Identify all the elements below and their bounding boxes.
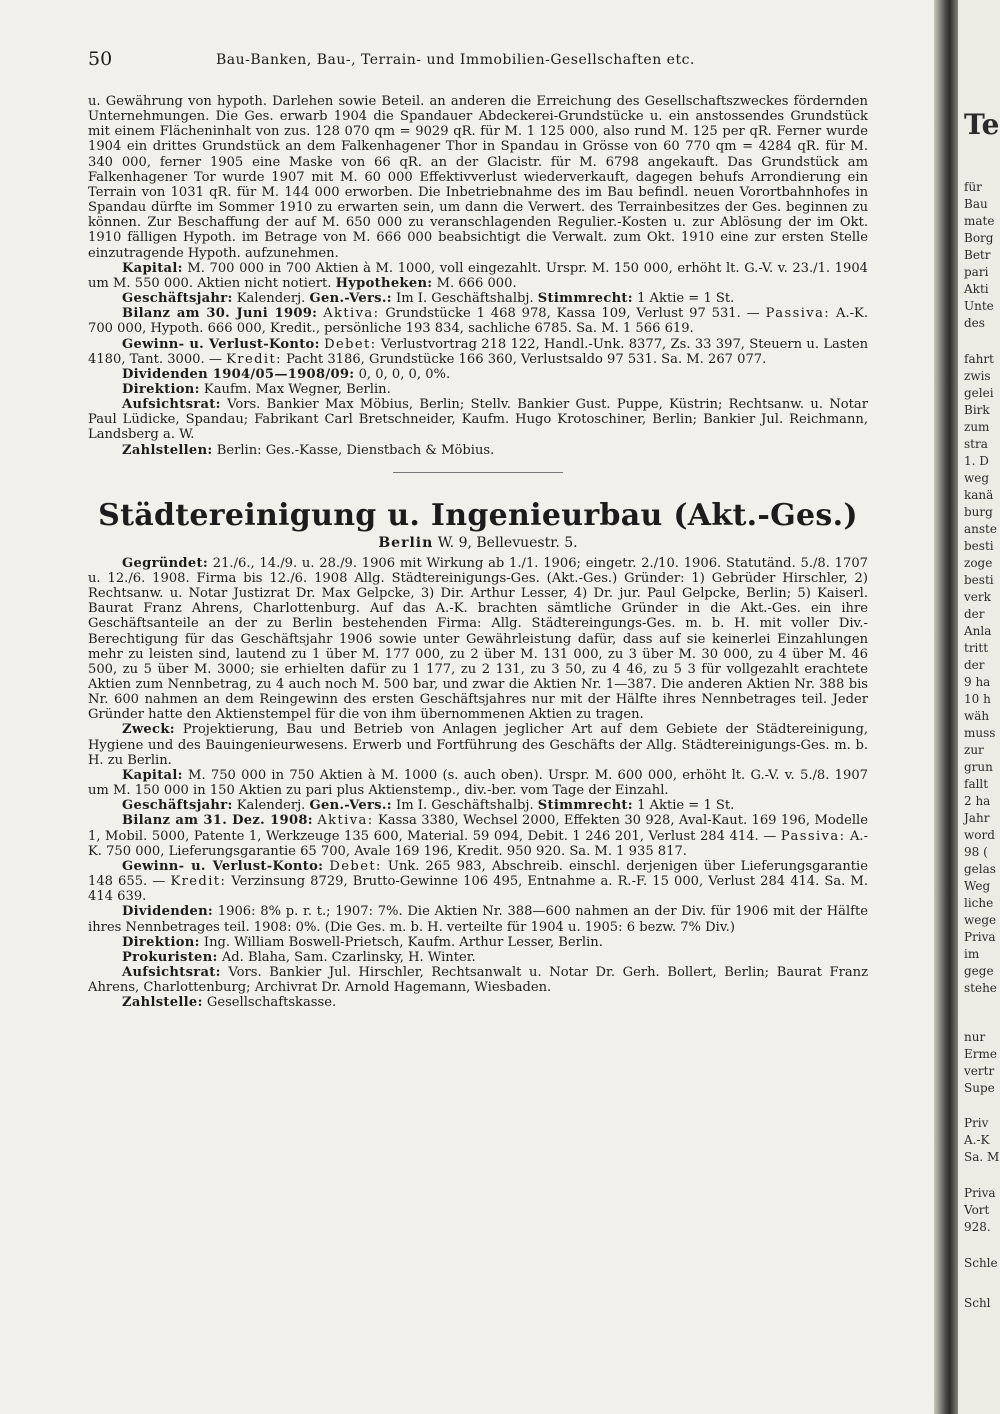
aktiva-text: Grundstücke 1 468 978, Kassa 109, Verlust 97 531. — <box>385 306 760 322</box>
stimm-label: Stimmrecht: <box>537 291 633 307</box>
zahl-label: Zahlstelle: <box>122 995 203 1011</box>
next-page-fragment: Sa. M <box>964 1150 1000 1164</box>
entry2-direktion <box>88 935 868 950</box>
running-head: Bau-Banken, Bau-, Terrain- und Immobilien-Gesellschaften etc. <box>216 52 695 68</box>
kapital-label: Kapital: <box>122 260 183 276</box>
next-page-fragment: tritt <box>964 641 989 655</box>
next-page-fragment: Akti <box>964 282 989 296</box>
guv-label: Gewinn- u. Verlust-Konto: <box>122 858 324 874</box>
kredit-text: Verzinsung 8729, Brutto-Gewinne 106 495, Entnahme a. R.-F. 15 000, Verlust 284 414. Sa. M. 414 639. <box>88 874 868 905</box>
next-page-fragment: zur <box>964 743 984 757</box>
next-page-fragment: vertr <box>964 1064 995 1078</box>
next-page-fragment: besti <box>964 573 994 587</box>
debet-word: Debet: <box>329 858 382 874</box>
passiva-text: A.-K. 750 000, Lieferungsgarantie 65 700, Avale 169 196, Kredit. 950 920. Sa. M. 1 935 817. <box>88 828 868 859</box>
hypotheken-label: Hypotheken: <box>335 275 433 291</box>
kredit-text: Pacht 3186, Grundstücke 166 360, Verlustsaldo 97 531. Sa. M. 267 077. <box>286 351 767 367</box>
gv-label: Gen.-Vers.: <box>309 798 392 814</box>
next-page-fragment: Vort <box>964 1203 990 1217</box>
company-street: W. 9, Bellevuestr. 5. <box>437 534 578 551</box>
next-page-fragment: 928. <box>964 1220 991 1234</box>
next-page-fragment: mate <box>964 214 995 228</box>
next-page-fragment: Priv <box>964 1116 989 1130</box>
adjacent-page-edge <box>958 0 1000 1414</box>
next-page-fragment: Supe <box>964 1081 995 1095</box>
stimm-text: 1 Aktie = 1 St. <box>637 291 735 307</box>
entry2-dividenden <box>88 904 868 934</box>
page-content <box>88 94 868 1010</box>
guv-label: Gewinn- u. Verlust-Konto: <box>122 336 320 352</box>
next-page-fragment: stra <box>964 437 988 451</box>
gj-label: Geschäftsjahr: <box>122 291 233 307</box>
next-page-fragment: wege <box>964 913 997 927</box>
dir-text: Ing. William Boswell-Prietsch, Kaufm. Arthur Lesser, Berlin. <box>203 934 603 950</box>
aktiva-word: Aktiva: <box>317 813 374 829</box>
bilanz-label: Bilanz am 31. Dez. 1908: <box>122 813 313 829</box>
debet-text: Unk. 265 983, Abschreib. einschl. derjenigen über Lieferungsgarantie 148 655. — <box>88 858 868 890</box>
gj-text: Kalenderj. <box>236 291 306 307</box>
stimm-label: Stimmrecht: <box>537 798 633 814</box>
next-page-fragment: gelas <box>964 862 996 876</box>
next-page-fragment: kanä <box>964 488 994 502</box>
entry1-direktion <box>88 382 868 397</box>
next-page-fragment: liche <box>964 896 994 910</box>
next-page-fragment: Jahr <box>964 811 990 825</box>
next-page-fragment: word <box>964 828 995 842</box>
zahl-label: Zahlstellen: <box>122 442 213 458</box>
next-page-fragment: 98 ( <box>964 845 988 859</box>
next-page-fragment: Anla <box>964 624 992 638</box>
next-page-fragment: zoge <box>964 556 993 570</box>
debet-text: Verlustvortrag 218 122, Handl.-Unk. 8377, Zs. 33 397, Steuern u. Lasten 4180, Tant. 3000. — <box>88 336 869 367</box>
next-page-fragment: für <box>964 180 982 194</box>
next-page-fragment: 2 ha <box>964 794 991 808</box>
next-page-fragment: zum <box>964 420 990 434</box>
aktiva-word: Aktiva: <box>323 306 380 322</box>
next-page-fragment: Erme <box>964 1047 997 1061</box>
hypotheken-text: M. 666 000. <box>436 275 517 291</box>
next-page-fragment: 10 h <box>964 692 991 706</box>
page-number: 50 <box>88 48 113 70</box>
stimm-text: 1 Aktie = 1 St. <box>637 798 735 814</box>
next-page-fragment: pari <box>964 265 989 279</box>
next-page-fragment: im <box>964 947 980 961</box>
next-page-fragment: besti <box>964 539 994 553</box>
dir-label: Direktion: <box>122 381 200 397</box>
div-label: Dividenden: <box>122 904 214 920</box>
entry2-geschaeftsjahr <box>88 798 868 813</box>
zweck-label: Zweck: <box>122 722 175 738</box>
next-page-fragment: anste <box>964 522 997 536</box>
entry2-prokuristen <box>88 950 868 965</box>
div-text: 0, 0, 0, 0, 0%. <box>358 366 451 382</box>
next-page-fragment: burg <box>964 505 993 519</box>
next-page-fragment: Te <box>964 108 1000 141</box>
next-page-fragment: gege <box>964 964 994 978</box>
dir-text: Kaufm. Max Wegner, Berlin. <box>203 381 391 397</box>
gj-label: Geschäftsjahr: <box>122 798 233 814</box>
gegr-text: 21./6., 14./9. u. 28./9. 1906 mit Wirkung ab 1./1. 1906; eingetr. 2./10. 1906. Statutänd. 5./8. 1707 u. 12./6. 1908. Firma bis 12./6. 1908 Allg. Städtereinigungs-Ges. (Akt.-Ges.) Gründer: 1) Gebrüder Hirschler, 2) Rechtsanw. u. Notar Justizrat Dr. Max Gelpcke, 3) Dir. Arthur Lesser, 4) Dr. jur. Paul Gelpcke, Berlin; 5) Kaiserl. Baurat Franz Ahrens, Charlottenburg. Auf das A.-K. brachten sämtliche Gründer in die Akt.-Ges. ein ihre Geschäftsanteile an der zu Berlin bestehenden Firma: Allg. Städtereingungs-Ges. m. b. H. mit voller Div.-Berechtigung für das Geschäftsjahr 1906 sowie unter Gewährleistung dafür, dass auf sie keinerlei Einzahlungen mehr zu leisten sind, lautend zu 1 über M. 177 000, zu 2 über M. 131 000, zu 3 über M. 30 000, zu 4 über M. 46 500, zu 5 über M. 3000; sie erhielten dafür zu 1 177, zu 2 131, zu 3 50, zu 4 46, zu 5 3 für vollgezahlt erachtete Aktien zum Nennbetrag, zu 4 auch noch M. 500 bar, und zwar die Aktien Nr. 1—387. Die anderen Aktien Nr. 388 bis Nr. 600 nahmen an dem Reingewinn des ersten Geschäftsjahres nur mit der Hälfte ihres Nennbetrages teil. Jeder Gründer hatte den Aktienstempel für die von ihm übernommenen Aktien zu tragen. <box>88 555 868 723</box>
next-page-fragment: grun <box>964 760 993 774</box>
next-page-fragment: Unte <box>964 299 994 313</box>
prok-label: Prokuristen: <box>122 949 218 965</box>
debet-word: Debet: <box>324 336 377 352</box>
section-divider <box>393 472 563 473</box>
gv-text: Im I. Geschäftshalbj. <box>396 291 534 307</box>
entry1-aufsichtsrat <box>88 397 868 442</box>
next-page-fragment: 1. D <box>964 454 989 468</box>
bilanz-label: Bilanz am 30. Juni 1909: <box>122 306 318 322</box>
gegr-label: Gegründet: <box>122 555 208 571</box>
entry2-zweck <box>88 722 868 767</box>
next-page-fragment: Schl <box>964 1296 991 1310</box>
next-page-fragment: Priva <box>964 930 996 944</box>
next-page-fragment: A.-K <box>964 1133 990 1147</box>
entry1-zahlstellen <box>88 443 868 458</box>
gv-text: Im I. Geschäftshalbj. <box>396 798 534 814</box>
entry2-bilanz <box>88 813 868 858</box>
next-page-fragment: fallt <box>964 777 989 791</box>
prok-text: Ad. Blaha, Sam. Czarlinsky, H. Winter. <box>221 949 476 965</box>
kredit-word: Kredit: <box>170 874 227 890</box>
entry-staedtereinigung <box>88 499 868 1011</box>
entry1-intro: u. Gewährung von hypoth. Darlehen sowie Beteil. an anderen die Erreichung des Gesellschaftszweckes fördernden Unternehmungen. Die Ges. erwarb 1904 die Spandauer Abdeckerei-Grundstücke u. ein anstossendes Grundstück mit einem Flächeninhalt von zus. 128 070 qm = 9029 qR. für M. 1 125 000, also rund M. 125 per qR. Ferner wurde 1904 ein drittes Grundstück an dem Falkenhagener Thor in Spandau in Grösse von 60 770 qm = 4284 qR. für M. 340 000, ferner 1905 eine Maske von 66 qR. an der Glacistr. für M. 6798 angekauft. Das Grundstück am Falkenhagener Tor wurde 1907 mit M. 60 000 Effektivverlust wiederverkauft, dagegen behufs Arrondierung ein Terrain von 1031 qR. für M. 144 000 erworben. Die Inbetriebnahme des im Bau befindl. neuen Vorortbahnhofes in Spandau dürfte im Sommer 1910 zu erwarten sein, um dann die Verwert. des Terrainbesitzes der Ges. beginnen zu können. Zur Beschaffung der auf M. 650 000 zu veranschlagenden Regulier.-Kosten u. zur Ablösung der im Okt. 1910 fälligen Hypoth. im Betrage von M. 666 000 beabsichtigt die Verwalt. zum Okt. 1910 eine zur ersten Stelle einzutragende Hypoth. aufzunehmen. <box>88 94 868 261</box>
next-page-fragment: Borg <box>964 231 994 245</box>
ar-label: Aufsichtsrat: <box>122 397 221 413</box>
next-page-fragment: gelei <box>964 386 994 400</box>
gj-text: Kalenderj. <box>236 798 306 814</box>
aktiva-text: Kassa 3380, Wechsel 2000, Effekten 30 928, Aval-Kaut. 169 196, Modelle 1, Mobil. 5000, Patente 1, Werkzeuge 135 600, Material. 59 094, Debit. 1 246 201, Verlust 284 414. — <box>88 813 868 844</box>
next-page-fragment: Birk <box>964 403 990 417</box>
page-header <box>88 48 860 74</box>
kapital-text: M. 750 000 in 750 Aktien à M. 1000 (s. auch oben). Urspr. M. 600 000, erhöht lt. G.-V. v. 5./8. 1907 um M. 150 000 in 150 Aktien zu pari plus Aktienstemp., div.-ber. vom Tage der Einzahl. <box>88 767 869 799</box>
company-address <box>88 535 868 552</box>
div-label: Dividenden 1904/05—1908/09: <box>122 366 355 382</box>
entry1-geschaeftsjahr <box>88 291 868 306</box>
next-page-fragment: Schle <box>964 1256 998 1270</box>
next-page-fragment: 9 ha <box>964 675 991 689</box>
company-city: Berlin <box>378 534 434 551</box>
ar-text: Vors. Bankier Max Möbius, Berlin; Stellv. Bankier Gust. Puppe, Küstrin; Rechtsanw. u. Notar Paul Lüdicke, Spandau; Fabrikant Carl Bretschneider, Kaufm. Hugo Krotoschiner, Berlin; Bankier Jul. Reichmann, Landsberg a. W. <box>88 397 868 443</box>
entry2-gegruendet <box>88 556 868 723</box>
next-page-fragment: der <box>964 607 985 621</box>
kapital-text: M. 700 000 in 700 Aktien à M. 1000, voll eingezahlt. Urspr. M. 150 000, erhöht lt. G.-V. v. 23./1. 1904 um M. 550 000. Aktien nicht notiert. <box>88 260 868 291</box>
div-text: 1906: 8% p. r. t.; 1907: 7%. Die Aktien Nr. 388—600 nahmen an der Div. für 1906 mit der Hälfte ihres Nennbetrages teil. 1908: 0%. (Die Ges. m. b. H. verteilte für 1904 u. 1905: 6 bezw. 7% Div.) <box>88 904 868 935</box>
zahl-text: Berlin: Ges.-Kasse, Dienstbach & Möbius. <box>216 442 495 458</box>
entry2-kapital <box>88 768 868 798</box>
passiva-text: A.-K. 700 000, Hypoth. 666 000, Kredit., persönliche 193 834, sachliche 6785. Sa. M. 1 566 619. <box>88 306 868 337</box>
next-page-fragment: muss <box>964 726 996 740</box>
next-page-fragment: Weg <box>964 879 991 893</box>
book-gutter <box>934 0 960 1414</box>
dir-label: Direktion: <box>122 934 200 950</box>
entry2-zahlstelle <box>88 995 868 1010</box>
passiva-word: Passiva: <box>765 306 831 322</box>
ar-label: Aufsichtsrat: <box>122 964 221 980</box>
zweck-text: Projektierung, Bau und Betrieb von Anlagen jeglicher Art auf dem Gebiete der Städtereinigung, Hygiene und des Bauingenieurwesens. Erwerb und Fortführung des Geschäfts der Allg. Städtereinigungs-Ges. m. b. H. zu Berlin. <box>88 722 868 768</box>
next-page-fragment: Betr <box>964 248 991 262</box>
entry1-kapital <box>88 261 868 291</box>
kapital-label: Kapital: <box>122 767 183 783</box>
next-page-fragment: der <box>964 658 985 672</box>
entry1-guv <box>88 337 868 367</box>
next-page-fragment: fahrt <box>964 352 994 366</box>
next-page-fragment: verk <box>964 590 991 604</box>
next-page-fragment: zwis <box>964 369 991 383</box>
entry-spandau-terrain <box>88 94 868 458</box>
company-title: Städtereinigung u. Ingenieurbau (Akt.-Ges.) <box>98 497 858 533</box>
next-page-fragment: weg <box>964 471 990 485</box>
next-page-fragment: Bau <box>964 197 988 211</box>
next-page-fragment: wäh <box>964 709 990 723</box>
zahl-text: Gesellschaftskasse. <box>206 995 337 1011</box>
ar-text: Vors. Bankier Jul. Hirschler, Rechtsanwalt u. Notar Dr. Gerh. Bollert, Berlin; Baurat Franz Ahrens, Charlottenburg; Archivrat Dr. Arnold Hagemann, Wiesbaden. <box>88 964 868 996</box>
entry1-bilanz <box>88 306 868 336</box>
next-page-fragment: Priva <box>964 1186 996 1200</box>
next-page-fragment: stehe <box>964 981 997 995</box>
entry2-aufsichtsrat <box>88 965 868 995</box>
entry2-guv <box>88 859 868 904</box>
next-page-fragment: nur <box>964 1030 986 1044</box>
entry1-dividenden <box>88 367 868 382</box>
next-page-fragment: des <box>964 316 985 330</box>
gv-label: Gen.-Vers.: <box>309 291 392 307</box>
passiva-word: Passiva: <box>780 828 846 844</box>
kredit-word: Kredit: <box>226 351 282 367</box>
